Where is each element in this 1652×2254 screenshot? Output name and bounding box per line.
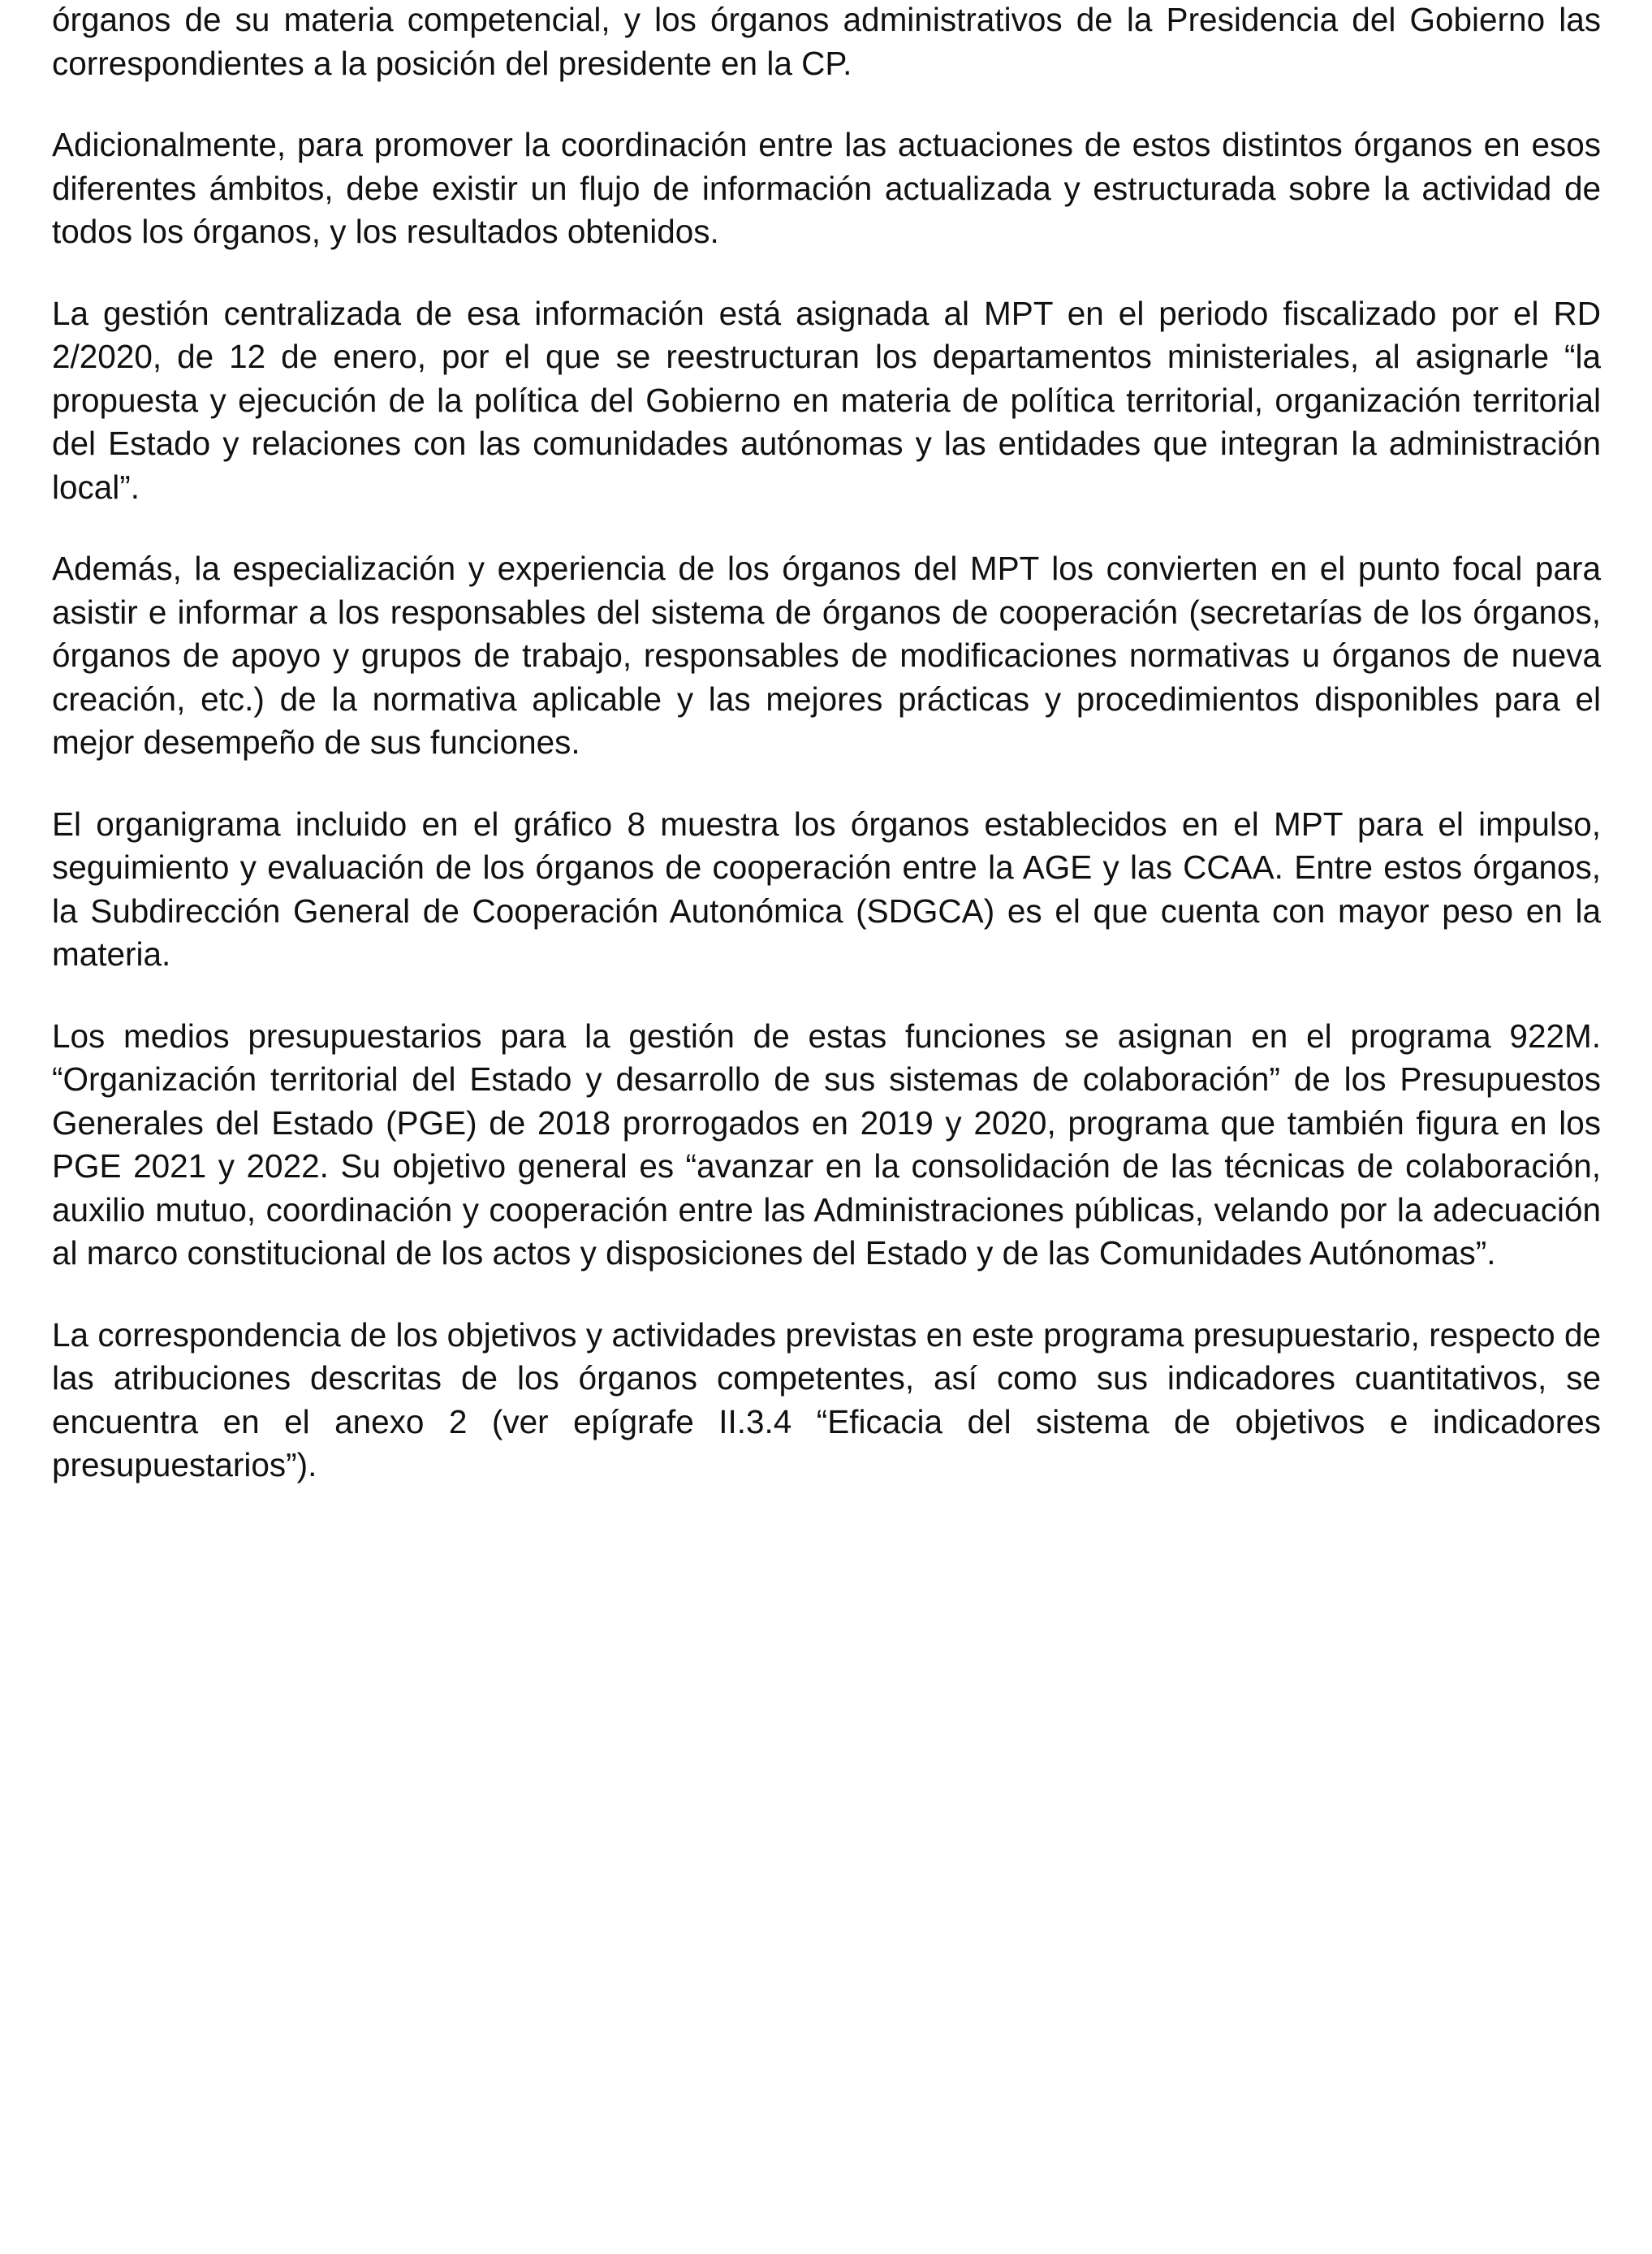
paragraph-2: Adicionalmente, para promover la coordinación entre las actuaciones de estos distintos órganos en esos diferentes ámbitos, debe existir un flujo de información actualizada y estructurada sobre la actividad de todos los órganos, y los resultados obtenidos. — [52, 126, 1601, 250]
document-body — [52, 0, 1601, 1526]
paragraph-7: La correspondencia de los objetivos y actividades previstas en este programa presupuestario, respecto de las atribuciones descritas de los órganos competentes, así como sus indicadores cuantitativos, se encuentra en el anexo 2 (ver epígrafe II.3.4 “Eficacia del sistema de objetivos e indicadores presupuestarios”). — [52, 1315, 1601, 1483]
paragraph-1: órganos de su materia competencial, y los órganos administrativos de la Presidencia del Gobierno las correspondientes a la posición del presidente en la CP. — [52, 1, 1601, 82]
paragraph-6: Los medios presupuestarios para la gestión de estas funciones se asignan en el programa 922M. “Organización territorial del Estado y desarrollo de sus sistemas de colaboración” de los Presupuestos Generales del Estado (PGE) de 2018 prorrogados en 2019 y 2020, programa que también figura en los PGE 2021 y 2022. Su objetivo general es “avanzar en la consolidación de las técnicas de colaboración, auxilio mutuo, coordinación y cooperación entre las Administraciones públicas, velando por la adecuación al marco constitucional de los actos y disposiciones del Estado y de las Comunidades Autónomas”. — [52, 1017, 1601, 1272]
paragraph-5: El organigrama incluido en el gráfico 8 muestra los órganos establecidos en el MPT para el impulso, seguimiento y evaluación de los órganos de cooperación entre la AGE y las CCAA. Entre estos órganos, la Subdirección General de Cooperación Autonómica (SDGCA) es el que cuenta con mayor peso en la materia. — [52, 805, 1601, 973]
paragraph-4: Además, la especialización y experiencia de los órganos del MPT los convierten en el punto focal para asistir e informar a los responsables del sistema de órganos de cooperación (secretarías de los órganos, órganos de apoyo y grupos de trabajo, responsables de modificaciones normativas u órganos de nueva creación, etc.) de la normativa aplicable y las mejores prácticas y procedimientos disponibles para el mejor desempeño de sus funciones. — [52, 550, 1601, 761]
paragraph-3: La gestión centralizada de esa información está asignada al MPT en el periodo fiscalizado por el RD 2/2020, de 12 de enero, por el que se reestructuran los departamentos ministeriales, al asignarle “la propuesta y ejecución de la política del Gobierno en materia de política territorial, organización territorial del Estado y relaciones con las comunidades autónomas y las entidades que integran la administración local”. — [52, 294, 1601, 506]
